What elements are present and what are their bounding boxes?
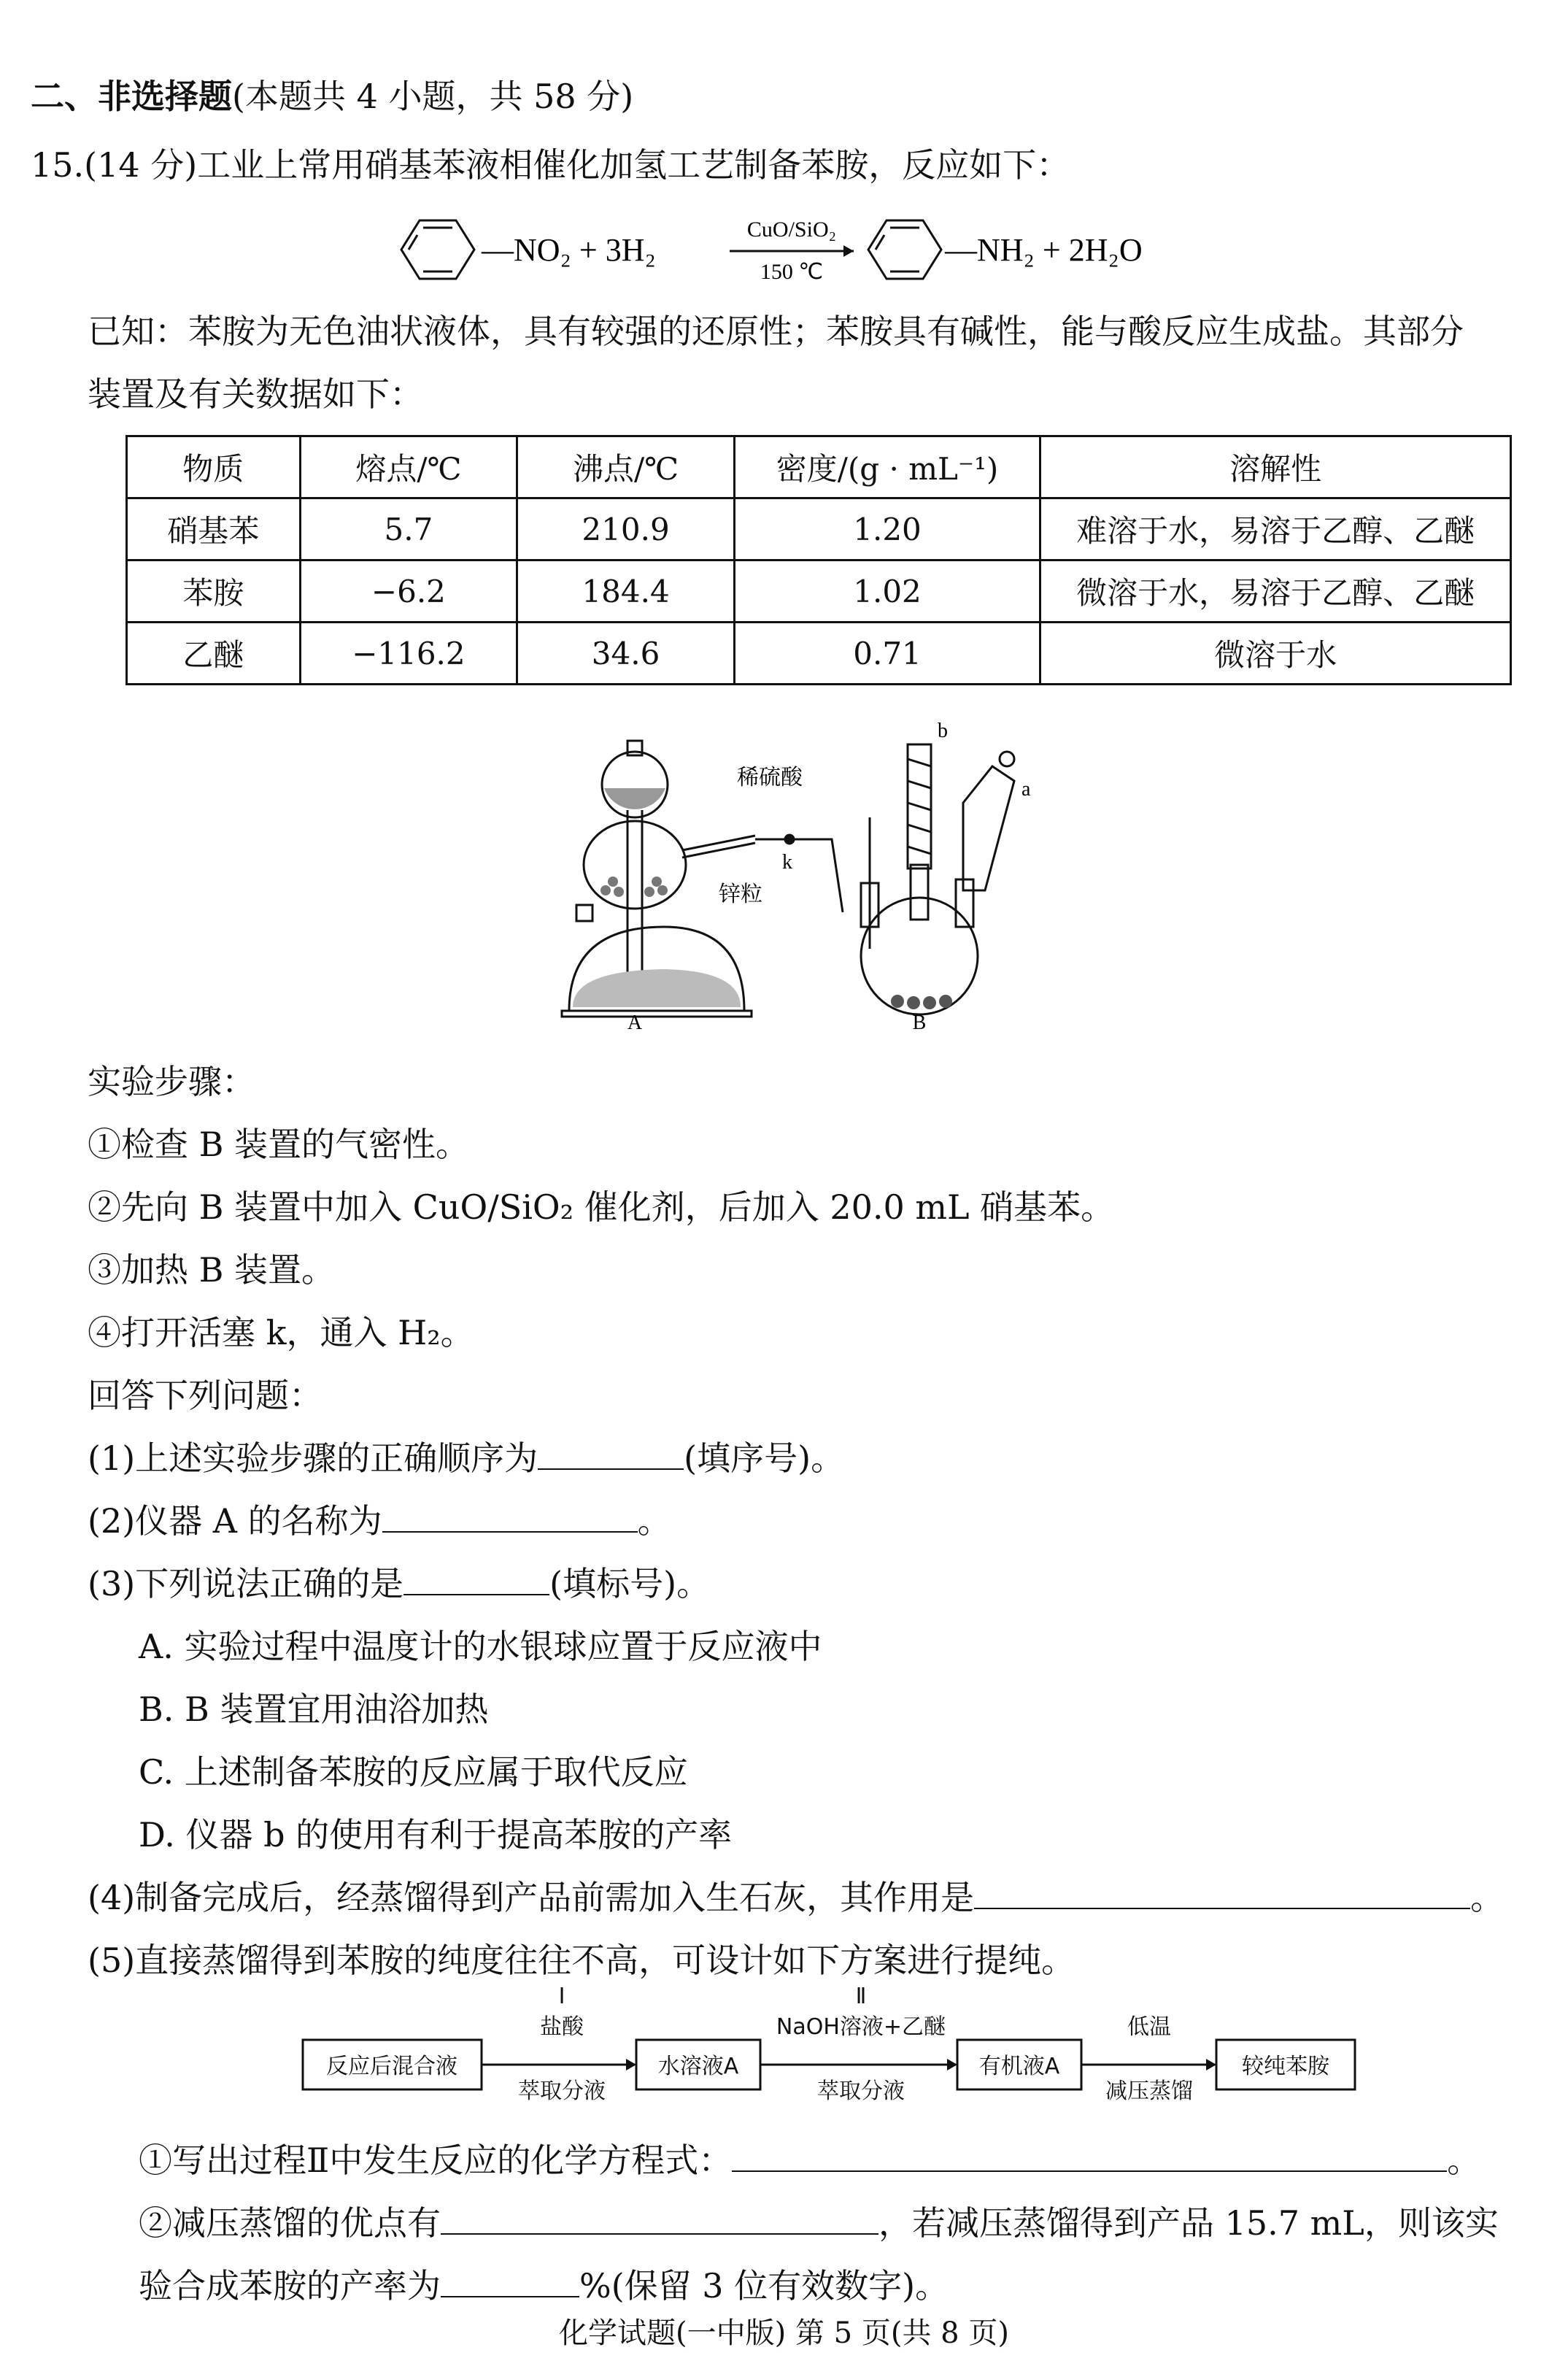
question-intro-line [31, 143, 1070, 187]
equation-catalyst: CuO/SiO₂ [746, 217, 837, 242]
catalyst-particles-icon [891, 995, 952, 1009]
table-cell: 难溶于水，易溶于乙醇、乙醚 [1040, 498, 1511, 560]
arrow-head-icon [947, 2059, 957, 2070]
flow-box-organic-label: 有机液A [978, 2054, 1060, 2079]
page-footer: 化学试题(一中版) 第 5 页(共 8 页) [559, 2316, 1009, 2350]
known-line-2: 装置及有关数据如下： [88, 374, 423, 414]
table-cell: 184.4 [517, 560, 735, 623]
flow-arrow3-bottom: 减压蒸馏 [1105, 2079, 1193, 2104]
equation-products: —NH₂ + 2H₂O [945, 232, 1143, 268]
q5-2-yield-text: 验合成苯胺的产率为 [139, 2266, 441, 2305]
label-acid: 稀硫酸 [737, 765, 803, 790]
q5-2-text-cont: ，若减压蒸馏得到产品 15.7 mL，则该实 [878, 2203, 1499, 2243]
question-intro: 工业上常用硝基苯液相催化加氢工艺制备苯胺，反应如下： [197, 145, 1070, 185]
property-table [125, 435, 1512, 685]
apparatus-diagram [555, 715, 1065, 1029]
label-device-B: B [912, 1012, 927, 1029]
question-points: (14 分) [84, 145, 198, 185]
table-cell: 微溶于水，易溶于乙醇、乙醚 [1040, 560, 1511, 623]
question-5-1 [139, 2138, 1480, 2182]
section-note: (本题共 4 小题，共 58 分) [232, 77, 634, 116]
q5-2-yield-blank[interactable] [441, 2267, 579, 2297]
table-header: 物质 [127, 436, 301, 498]
flow-arrow2-top: NaOH溶液+乙醚 [776, 2014, 946, 2040]
q2-suffix: 。 [637, 1501, 671, 1541]
option-b: B. B 装置宜用油浴加热 [139, 1690, 489, 1729]
flow-stage-2: Ⅱ [855, 1984, 867, 2008]
option-d: D. 仪器 b 的使用有利于提高苯胺的产率 [139, 1815, 733, 1854]
option-a: A. 实验过程中温度计的水银球应置于反应液中 [139, 1627, 822, 1666]
table-cell: 1.20 [734, 498, 1040, 560]
q2-answer-blank[interactable] [382, 1502, 638, 1533]
table-header: 沸点/℃ [517, 436, 735, 498]
q5-1-text: ①写出过程Ⅱ中发生反应的化学方程式： [139, 2141, 733, 2180]
table-header: 熔点/℃ [300, 436, 517, 498]
flow-arrow3-top: 低温 [1127, 2014, 1171, 2040]
section-title: 二、非选择题 [31, 77, 232, 116]
q1-text: (1)上述实验步骤的正确顺序为 [88, 1438, 538, 1478]
question-5-2-cont [139, 2264, 949, 2308]
table-cell: −116.2 [300, 623, 517, 685]
q5-2-text: ②减压蒸馏的优点有 [139, 2203, 441, 2243]
gas-tube [755, 835, 843, 912]
flow-arrow1-top: 盐酸 [540, 2014, 584, 2040]
q3-answer-blank[interactable] [403, 1565, 549, 1595]
q5-2-yield-suffix: %(保留 3 位有效数字)。 [579, 2266, 949, 2305]
table-cell: −6.2 [300, 560, 517, 623]
known-line-1: 已知：苯胺为无色油状液体，具有较强的还原性；苯胺具有碱性，能与酸反应生成盐。其部分 [88, 312, 1464, 351]
step-item: ②先向 B 装置中加入 CuO/SiO₂ 催化剂，后加入 20.0 mL 硝基苯。 [88, 1187, 1115, 1227]
table-cell: 0.71 [734, 623, 1040, 685]
step-item: ④打开活塞 k，通入 H₂。 [88, 1313, 474, 1352]
table-cell: 210.9 [517, 498, 735, 560]
q4-answer-blank[interactable] [974, 1879, 1470, 1909]
answer-title: 回答下列问题： [88, 1376, 323, 1415]
q2-text: (2)仪器 A 的名称为 [88, 1501, 382, 1541]
question-3 [88, 1562, 710, 1606]
table-cell: 乙醚 [127, 623, 301, 685]
three-neck-flask-illustration [861, 744, 1014, 1014]
equation-reactants: —NO₂ + 3H₂ [482, 232, 656, 268]
table-header: 密度/(g · mL⁻¹) [734, 436, 1040, 498]
label-device-A: A [627, 1012, 643, 1029]
q1-suffix: (填序号)。 [684, 1438, 845, 1478]
table-row [127, 623, 1511, 685]
step-item: ③加热 B 装置。 [88, 1250, 336, 1290]
q3-suffix: (填标号)。 [549, 1564, 711, 1603]
question-1 [88, 1436, 844, 1480]
flow-arrow2-bottom: 萃取分液 [817, 2079, 905, 2104]
step-item: ①检查 B 装置的气密性。 [88, 1125, 470, 1164]
benzene-ring-icon [401, 220, 474, 279]
flow-box-mixture-label: 反应后混合液 [326, 2054, 457, 2079]
option-c: C. 上述制备苯胺的反应属于取代反应 [139, 1752, 688, 1792]
flow-box-pure-label: 较纯苯胺 [1242, 2054, 1329, 2079]
table-row [127, 498, 1511, 560]
table-row [127, 560, 1511, 623]
table-header-row [127, 436, 1511, 498]
acid-liquid-fill [573, 788, 741, 1007]
steps-title: 实验步骤： [88, 1062, 255, 1101]
flow-box-aqueous-label: 水溶液A [657, 2054, 739, 2079]
arrow-head-icon [626, 2059, 636, 2070]
arrow-head-icon [843, 245, 854, 257]
label-valve-k: k [782, 851, 792, 874]
question-5-2 [139, 2201, 1499, 2245]
q3-text: (3)下列说法正确的是 [88, 1564, 404, 1603]
table-cell: 苯胺 [127, 560, 301, 623]
table-cell: 34.6 [517, 623, 735, 685]
benzene-ring-icon [868, 220, 941, 279]
q4-text: (4)制备完成后，经蒸馏得到产品前需加入生石灰，其作用是 [88, 1878, 975, 1917]
flow-stage-1: Ⅰ [558, 1984, 565, 2008]
question-number: 15. [31, 145, 85, 185]
table-cell: 5.7 [300, 498, 517, 560]
equation-condition: 150 ℃ [760, 260, 824, 284]
q5-1-answer-blank[interactable] [732, 2141, 1447, 2172]
question-5: (5)直接蒸馏得到苯胺的纯度往往不高，可设计如下方案进行提纯。 [88, 1941, 1075, 1980]
table-cell: 1.02 [734, 560, 1040, 623]
flow-arrow1-bottom: 萃取分液 [518, 2079, 606, 2104]
q5-2-answer-blank[interactable] [441, 2204, 878, 2235]
question-4 [88, 1876, 1504, 1919]
label-a: a [1021, 778, 1031, 801]
q5-1-suffix: 。 [1447, 2141, 1481, 2180]
table-cell: 微溶于水 [1040, 623, 1511, 685]
purification-flowchart [299, 1981, 1401, 2120]
section-heading [31, 74, 633, 118]
table-cell: 硝基苯 [127, 498, 301, 560]
label-b: b [938, 720, 948, 742]
q1-answer-blank[interactable] [538, 1439, 684, 1470]
q4-suffix: 。 [1470, 1878, 1505, 1917]
question-2 [88, 1499, 671, 1543]
zinc-granules-icon [600, 877, 668, 897]
label-zinc: 锌粒 [719, 882, 762, 907]
reaction-equation [379, 206, 1255, 301]
table-header: 溶解性 [1040, 436, 1511, 498]
arrow-head-icon [1206, 2059, 1216, 2070]
